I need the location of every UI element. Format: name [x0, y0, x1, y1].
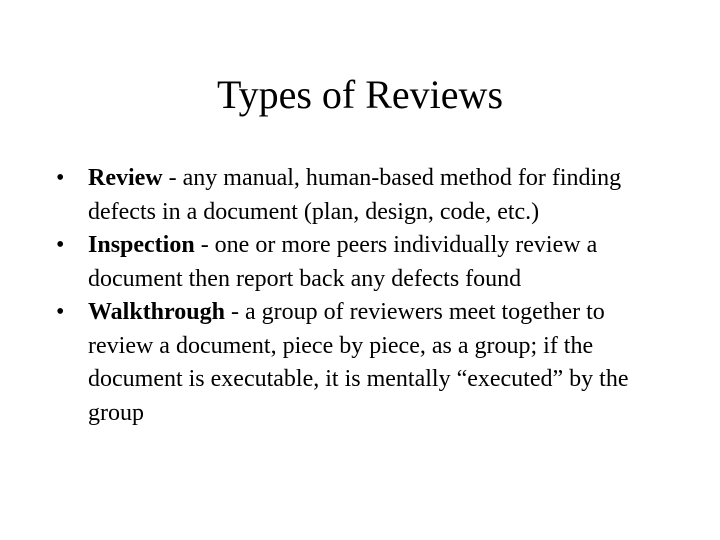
- bullet-dot-icon: •: [56, 165, 65, 191]
- bullet-dot-icon: •: [56, 232, 65, 258]
- slide-title: Types of Reviews: [216, 72, 504, 117]
- bullet-definition: - any manual, human-based method for finding defects in a document (plan, design, code, etc.): [88, 165, 622, 225]
- bullet-term: Review: [88, 165, 163, 191]
- bullet-term: Inspection: [88, 232, 195, 258]
- bullet-item-walkthrough: [56, 296, 676, 430]
- bullet-term: Walkthrough: [88, 299, 225, 325]
- bullet-definition: - one or more peers individually review a document then report back any defects found: [88, 232, 598, 292]
- bullet-dot-icon: •: [56, 299, 65, 325]
- bullet-list: [56, 162, 676, 430]
- bullet-item-review: [56, 162, 676, 229]
- bullet-item-inspection: [56, 229, 676, 296]
- bullet-definition: - a group of reviewers meet together to review a document, piece by piece, as a group; if the document is executable, it is mentally “executed” by the group: [88, 299, 629, 426]
